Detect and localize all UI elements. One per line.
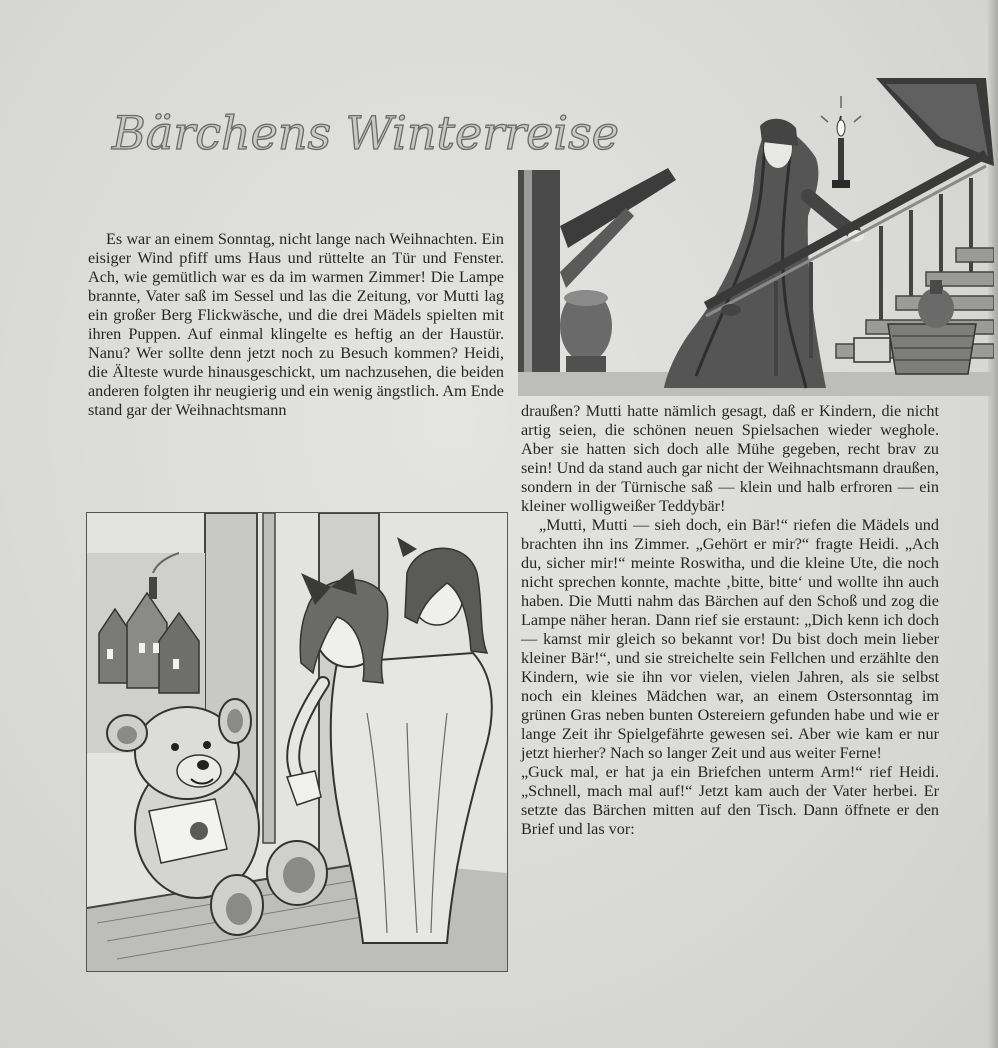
story-title: Bärchens Winterreise — [112, 106, 619, 160]
illustration-staircase-candle — [516, 76, 994, 396]
paragraph: Es war an einem Sonntag, nicht lange nach Weihnachten. Ein eisiger Wind pfiff ums Haus und rüttelte an Tür und Fenster. Ach, wie gemütlich war es da im warmen Zimmer! Die Lampe brannte, Vater saß im Sessel und las die Zeitung, vor Mutti lag ein großer Berg Flickwäsche, und die drei Mädels spielten mit ihren Puppen. Auf einmal klingelte es heftig an der Haustür. Nanu? Wer sollte denn jetzt noch zu Besuch kommen? Heidi, die Älteste wurde hinausgeschickt, um nachzusehen, die beiden anderen folgten ihr neugierig und ein wenig ängstlich. Am Ende stand gar der Weihnachtsmann — [88, 230, 504, 419]
paragraph: draußen? Mutti hatte nämlich gesagt, daß er Kindern, die nicht artig seien, die schönen neuen Spielsachen wieder weghole. Aber sie hatten sich doch alle Mühe gegeben, recht brav zu sein! Und da stand auch gar nicht der Weihnachtsmann draußen, sondern in der Türnische saß — klein und halb erfroren — ein kleiner wolligweißer Teddybär! — [521, 402, 939, 515]
story-text-column-left — [88, 230, 504, 420]
paragraph: „Guck mal, er hat ja ein Briefchen unterm Arm!“ rief Heidi. „Schnell, mach mal auf!“ Jetzt kam auch der Vater herbei. Er setzte das Bärchen mitten auf den Tisch. Dann öffnete er den Brief und las vor: — [521, 763, 939, 838]
story-text-column-right — [521, 402, 939, 839]
paragraph: „Mutti, Mutti — sieh doch, ein Bär!“ riefen die Mädels und brachten ihn ins Zimmer. „Gehört er mir?“ fragte Heidi. „Ach du, sicher mir!“ meinte Roswitha, und die kleine Ute, die noch nicht sprechen konnte, machte ‚bitte, bitte‘ und wollte ihn auch haben. Die Mutti nahm das Bärchen auf den Schoß und zog die Lampe näher heran. Dann rief sie erstaunt: „Dich kenn ich doch — kamst mir gleich so bekannt vor! Du bist doch mein lieber kleiner Bär!“, und sie streichelte sein Fellchen und erzählte den Kindern, wie sie ihn vor vielen, vielen Jahren, als sie selbst noch ein kleines Mädchen war, an einem Ostersonntag im grünen Gras neben bunten Ostereiern gefunden habe und wie er lange Zeit ihr Spielgefährte gewesen sei. Aber wie kam er nur jetzt hierher? Nach so langer Zeit und aus weiter Ferne! — [521, 516, 939, 762]
illustration-teddy-bear-doorway — [86, 512, 508, 972]
